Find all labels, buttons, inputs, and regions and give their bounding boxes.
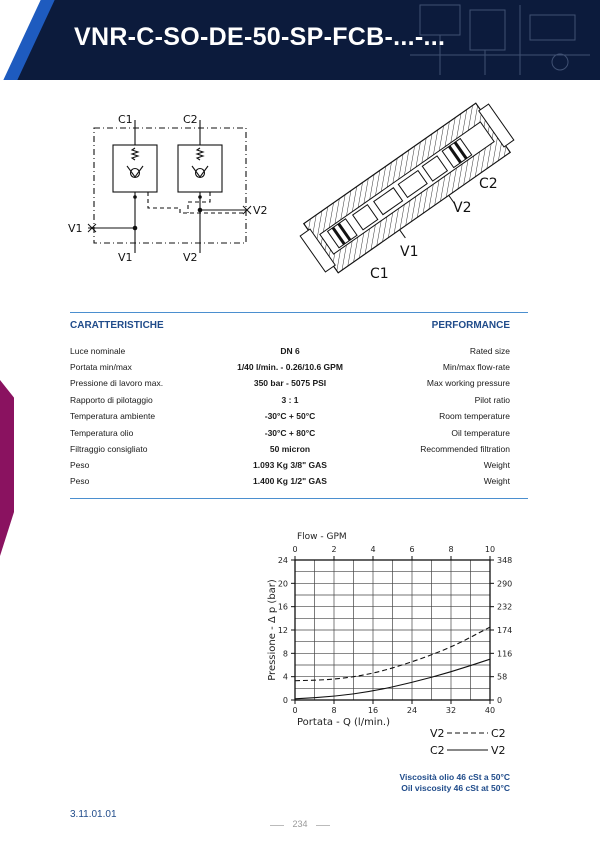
spec-label-en: Pilot ratio [474, 395, 510, 405]
section-label-c1: C1 [370, 266, 389, 282]
spec-label-it: Rapporto di pilotaggio [70, 395, 153, 405]
legend-row1-from: V2 [430, 727, 445, 740]
chart-y-axis-label: Pressione - Δ p (bar) [267, 579, 278, 681]
legend-row2-from: C2 [430, 744, 445, 757]
spec-label-en: Weight [483, 460, 510, 470]
y-tick-label: 0 [282, 696, 288, 705]
schematic-port-v2-bottom: V2 [183, 251, 198, 264]
spec-label-en: Max working pressure [426, 378, 510, 388]
spec-value: DN 6 [280, 346, 300, 356]
x-tick-label: 0 [292, 706, 298, 715]
schematic-port-v1-bottom: V1 [118, 251, 133, 264]
valve-section-view [295, 88, 520, 288]
divider-bottom [70, 498, 528, 499]
spec-row [70, 378, 510, 394]
chart-x-ticks [292, 700, 495, 715]
right-tick-label: 116 [497, 649, 513, 659]
spec-label-it: Temperatura olio [70, 428, 134, 438]
side-section-tab [0, 380, 14, 556]
spec-label-it: Filtraggio consigliato [70, 444, 148, 454]
spec-value: -30°C + 80°C [264, 428, 316, 438]
schematic-port-c1-top: C1 [118, 113, 133, 126]
x-tick-label: 8 [331, 706, 337, 715]
right-tick-label: 348 [497, 556, 513, 565]
specs-heading-en: PERFORMANCE [431, 320, 510, 331]
y-tick-label: 4 [282, 672, 288, 682]
spec-label-en: Recommended filtration [420, 444, 510, 454]
spec-value: 3 : 1 [281, 395, 299, 405]
top-tick-label: 4 [370, 545, 376, 554]
x-tick-label: 32 [445, 706, 457, 715]
spec-label-en: Oil temperature [451, 428, 510, 438]
section-label-v2: V2 [453, 200, 472, 216]
schematic-port-v1-left: V1 [68, 222, 83, 235]
spec-label-it: Peso [70, 460, 90, 470]
x-tick-label: 16 [367, 706, 379, 715]
chart-top-ticks [292, 545, 495, 560]
spec-value: 350 bar - 5075 PSI [253, 378, 327, 388]
spec-row [70, 428, 510, 444]
spec-row [70, 460, 510, 476]
specs-heading-it: CARATTERISTICHE [70, 320, 164, 331]
spec-row [70, 411, 510, 427]
viscosity-note-en: Oil viscosity 46 cSt at 50°C [401, 783, 510, 793]
top-tick-label: 6 [409, 545, 415, 554]
y-tick-label: 8 [282, 649, 288, 659]
page-number: 234 [270, 819, 330, 829]
spec-row [70, 346, 510, 362]
y-tick-label: 20 [277, 579, 288, 589]
spec-value: 1/40 l/min. - 0.26/10.6 GPM [237, 362, 343, 372]
spec-label-it: Pressione di lavoro max. [70, 378, 164, 388]
chart-right-ticks [490, 556, 512, 705]
spec-label-it: Luce nominale [70, 346, 126, 356]
spec-value: 1.093 Kg 3/8" GAS [253, 460, 327, 470]
catalog-code: 3.11.01.01 [70, 809, 117, 820]
right-tick-label: 58 [497, 672, 508, 682]
pressure-drop-chart [255, 525, 525, 760]
chart-legend [430, 727, 506, 757]
top-tick-label: 10 [484, 545, 496, 554]
top-tick-label: 8 [448, 545, 454, 554]
schematic-port-v2-right: V2 [253, 204, 268, 217]
x-tick-label: 40 [484, 706, 496, 715]
divider-top [70, 312, 528, 313]
schematic-port-c2-top: C2 [183, 113, 198, 126]
top-tick-label: 2 [331, 545, 337, 554]
chart-y-ticks [278, 556, 295, 705]
spec-label-it: Temperatura ambiente [70, 411, 156, 421]
right-tick-label: 232 [497, 602, 513, 612]
legend-row1-to: C2 [491, 727, 506, 740]
viscosity-note-it: Viscosità olio 46 cSt a 50°C [399, 772, 510, 782]
right-tick-label: 0 [497, 696, 503, 705]
spec-label-en: Rated size [469, 346, 510, 356]
spec-row [70, 395, 510, 411]
spec-label-it: Peso [70, 476, 90, 486]
chart-x-axis-label: Portata - Q (l/min.) [297, 717, 391, 728]
spec-row [70, 444, 510, 460]
hydraulic-schematic [60, 105, 280, 270]
spec-value: 1.400 Kg 1/2" GAS [253, 476, 327, 486]
y-tick-label: 12 [277, 626, 288, 635]
spec-label-en: Room temperature [439, 411, 510, 421]
right-tick-label: 290 [497, 579, 513, 589]
section-label-v1: V1 [400, 244, 419, 260]
section-label-c2: C2 [479, 176, 498, 192]
chart-grid [295, 560, 490, 700]
spec-label-it: Portata min/max [70, 362, 132, 372]
right-tick-label: 174 [497, 626, 513, 635]
page-title: VNR-C-SO-DE-50-SP-FCB-...-... [74, 23, 446, 51]
page-header [0, 0, 600, 80]
spec-value: 50 micron [269, 444, 311, 454]
legend-row2-to: V2 [491, 744, 506, 757]
spec-label-en: Min/max flow-rate [442, 362, 510, 372]
y-tick-label: 16 [277, 602, 288, 612]
x-tick-label: 24 [406, 706, 418, 715]
spec-value: -30°C + 50°C [264, 411, 316, 421]
y-tick-label: 24 [277, 556, 288, 565]
spec-row [70, 362, 510, 378]
chart-top-axis-label: Flow - GPM [297, 532, 347, 542]
spec-row [70, 476, 510, 492]
top-tick-label: 0 [292, 545, 298, 554]
spec-label-en: Weight [483, 476, 510, 486]
